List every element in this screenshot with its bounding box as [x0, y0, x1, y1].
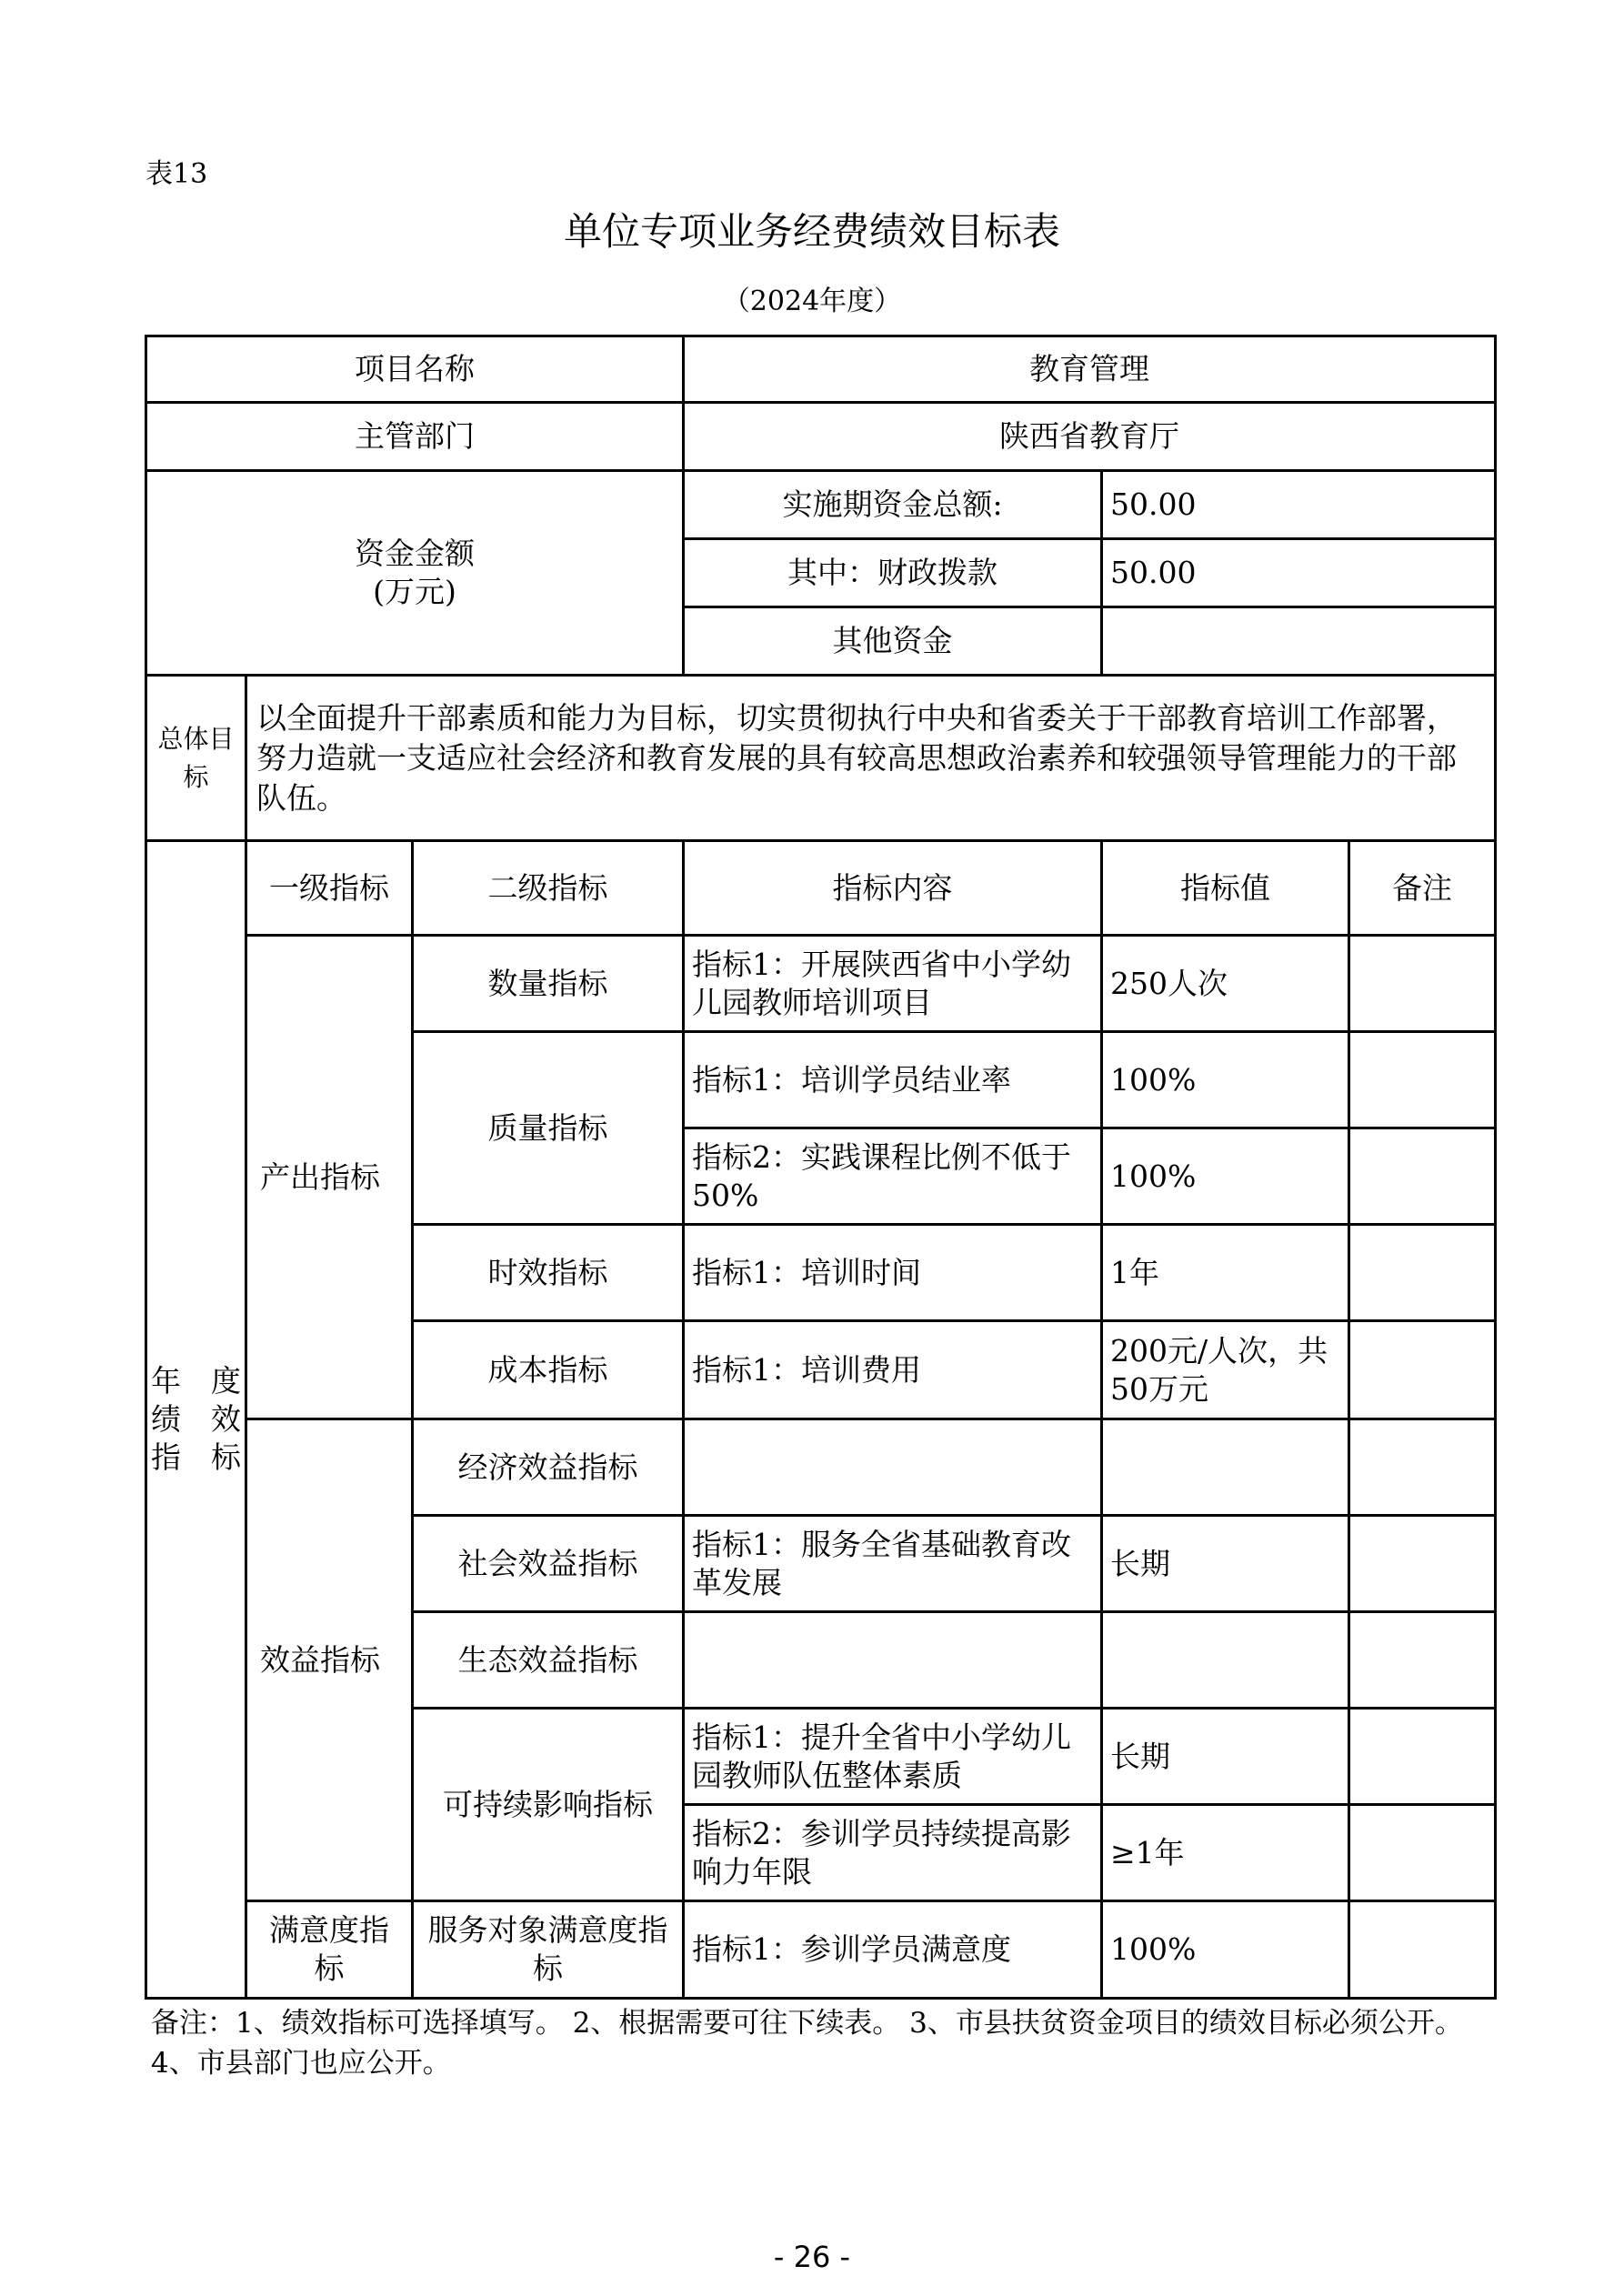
note-economic [1349, 1419, 1496, 1516]
department-label: 主管部门 [146, 403, 684, 471]
level2-satisfaction: 服务对象满意度指标 [413, 1901, 684, 1999]
fund-amount-label [146, 471, 684, 676]
page-number: - 26 - [773, 2240, 851, 2274]
fund-fiscal-label: 其中：财政拨款 [684, 539, 1102, 607]
value-quantity: 250人次 [1102, 936, 1349, 1032]
annual-performance-indicators-label: 年 度 绩 效 指 标 [146, 841, 246, 1999]
document-title: 单位专项业务经费绩效目标表 [563, 209, 1060, 254]
fund-other-label: 其他资金 [684, 607, 1102, 676]
note-satisfaction [1349, 1901, 1496, 1999]
value-ecological [1102, 1612, 1349, 1709]
overall-goal-label: 总体目标 [146, 676, 246, 841]
value-satisfaction: 100% [1102, 1901, 1349, 1999]
overall-goal-text: 以全面提升干部素质和能力为目标，切实贯彻执行中央和省委关于干部教育培训工作部署，努力造就一支适应社会经济和教育发展的具有较高思想政治素养和较强领导管理能力的干部队伍。 [246, 676, 1496, 841]
content-economic [684, 1419, 1102, 1516]
project-name-label: 项目名称 [146, 336, 684, 403]
document-year: （2024年度） [722, 286, 902, 317]
fund-label-text: 资金金额 [355, 536, 475, 571]
level1-benefit: 效益指标 [246, 1419, 413, 1901]
fund-total-label: 实施期资金总额: [684, 471, 1102, 539]
level2-social: 社会效益指标 [413, 1516, 684, 1612]
value-timeliness: 1年 [1102, 1225, 1349, 1321]
value-sustainable-2: ≥1年 [1102, 1805, 1349, 1901]
value-social: 长期 [1102, 1516, 1349, 1612]
level1-output: 产出指标 [246, 936, 413, 1419]
content-sustainable-1: 指标1：提升全省中小学幼儿园教师队伍整体素质 [684, 1709, 1102, 1805]
content-quantity: 指标1：开展陕西省中小学幼儿园教师培训项目 [684, 936, 1102, 1032]
fund-unit-text: (万元) [373, 574, 456, 609]
note-quality-2 [1349, 1128, 1496, 1225]
note-social [1349, 1516, 1496, 1612]
fund-total-value: 50.00 [1102, 471, 1496, 539]
level2-quantity: 数量指标 [413, 936, 684, 1032]
content-cost: 指标1：培训费用 [684, 1321, 1102, 1419]
value-cost: 200元/人次，共50万元 [1102, 1321, 1349, 1419]
header-level1: 一级指标 [246, 841, 413, 936]
content-satisfaction: 指标1：参训学员满意度 [684, 1901, 1102, 1999]
level1-satisfaction: 满意度指标 [246, 1901, 413, 1999]
value-sustainable-1: 长期 [1102, 1709, 1349, 1805]
table-number: 表13 [145, 158, 208, 190]
performance-target-table [145, 335, 1497, 2000]
content-quality-2: 指标2：实践课程比例不低于50% [684, 1128, 1102, 1225]
level2-sustainable: 可持续影响指标 [413, 1709, 684, 1901]
fund-fiscal-value: 50.00 [1102, 539, 1496, 607]
note-timeliness [1349, 1225, 1496, 1321]
content-quality-1: 指标1：培训学员结业率 [684, 1032, 1102, 1128]
footnote-line-1: 备注：1、绩效指标可选择填写。 2、根据需要可往下续表。 3、市县扶贫资金项目的绩效目标必须公开。 [151, 2007, 1463, 2040]
note-sustainable-2 [1349, 1805, 1496, 1901]
level2-ecological: 生态效益指标 [413, 1612, 684, 1709]
note-sustainable-1 [1349, 1709, 1496, 1805]
note-quality-1 [1349, 1032, 1496, 1128]
note-ecological [1349, 1612, 1496, 1709]
header-value: 指标值 [1102, 841, 1349, 936]
level2-timeliness: 时效指标 [413, 1225, 684, 1321]
value-quality-1: 100% [1102, 1032, 1349, 1128]
content-ecological [684, 1612, 1102, 1709]
content-social: 指标1：服务全省基础教育改革发展 [684, 1516, 1102, 1612]
footnote-line-2: 4、市县部门也应公开。 [151, 2047, 451, 2080]
project-name-value: 教育管理 [684, 336, 1496, 403]
note-quantity [1349, 936, 1496, 1032]
level2-economic: 经济效益指标 [413, 1419, 684, 1516]
value-economic [1102, 1419, 1349, 1516]
content-sustainable-2: 指标2：参训学员持续提高影响力年限 [684, 1805, 1102, 1901]
header-content: 指标内容 [684, 841, 1102, 936]
header-note: 备注 [1349, 841, 1496, 936]
content-timeliness: 指标1：培训时间 [684, 1225, 1102, 1321]
fund-other-value [1102, 607, 1496, 676]
footnote [151, 2003, 1479, 2083]
note-cost [1349, 1321, 1496, 1419]
level2-cost: 成本指标 [413, 1321, 684, 1419]
header-level2: 二级指标 [413, 841, 684, 936]
value-quality-2: 100% [1102, 1128, 1349, 1225]
level2-quality: 质量指标 [413, 1032, 684, 1225]
department-value: 陕西省教育厅 [684, 403, 1496, 471]
